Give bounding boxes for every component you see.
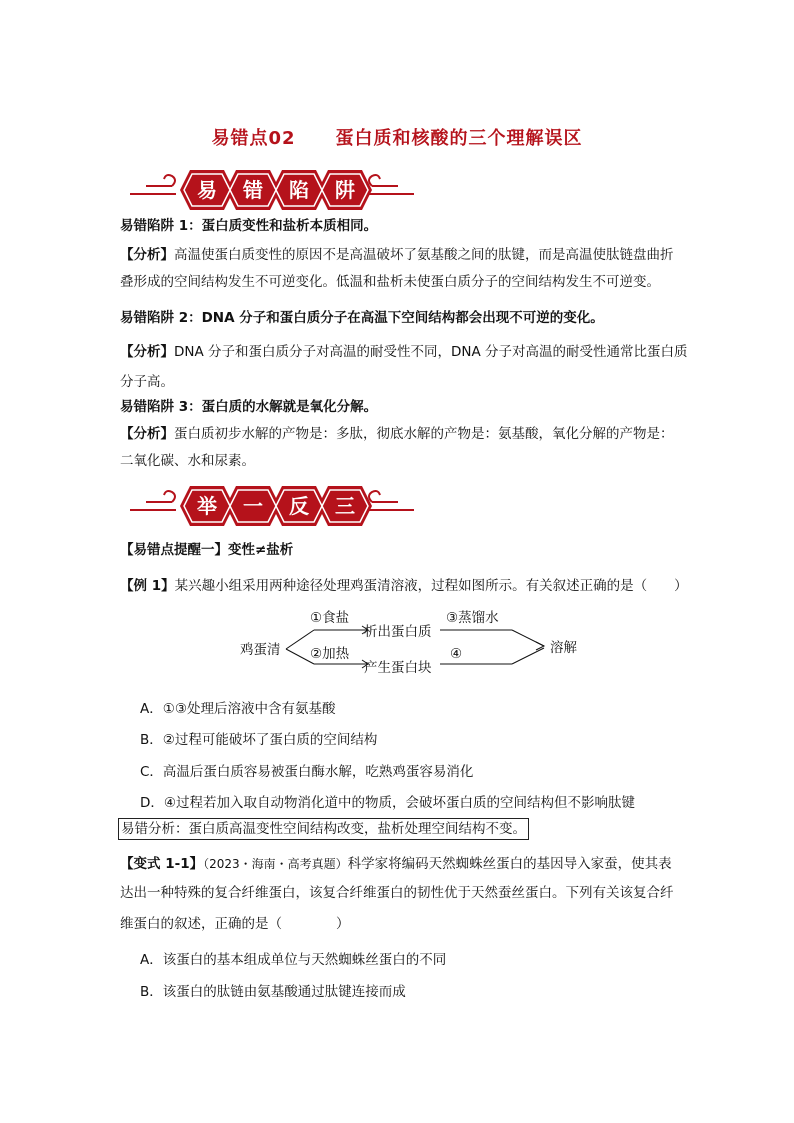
trap-1-analysis-line2: 叠形成的空间结构发生不可逆变化。低温和盐析未使蛋白质分子的空间结构发生不可逆变。: [120, 274, 660, 290]
variant-option-a: A．该蛋白的基本组成单位与天然蜘蛛丝蛋白的不同: [140, 952, 447, 968]
option-c: C．高温后蛋白质容易被蛋白酶水解，吃熟鸡蛋容易消化: [140, 764, 474, 780]
banner-char: 陷: [289, 178, 309, 202]
diagram-end: 溶解: [550, 640, 577, 656]
diagram-start: 鸡蛋清: [240, 642, 281, 658]
banner-char: 阱: [335, 178, 355, 202]
diagram-step4: ④: [450, 646, 463, 662]
example-stem-text: 某兴趣小组采用两种途径处理鸡蛋清溶液，过程如图所示。有关叙述正确的是（ ）: [174, 578, 688, 594]
banner-char: 易: [197, 178, 217, 202]
example-1-stem: [120, 576, 688, 596]
analysis-text: 蛋白质初步水解的产物是：多肽，彻底水解的产物是：氨基酸，氧化分解的产物是：: [174, 426, 674, 442]
banner-char: 反: [289, 494, 309, 518]
trap-2-heading: 易错陷阱 2：DNA 分子和蛋白质分子在高温下空间结构都会出现不可逆的变化。: [120, 310, 604, 326]
trap-2-analysis-line1: [120, 342, 688, 362]
diagram-mid2: 产生蛋白块: [364, 660, 432, 676]
page-title: [0, 124, 794, 150]
variant-1-line2: 达出一种特殊的复合纤维蛋白，该复合纤维蛋白的韧性优于天然蚕丝蛋白。下列有关该复合纤: [120, 885, 674, 901]
diagram-step3: ③蒸馏水: [446, 610, 499, 626]
variant-1-line3: 维蛋白的叙述，正确的是（ ）: [120, 916, 350, 932]
banner-char: 一: [243, 494, 263, 518]
trap-1-heading: 易错陷阱 1：蛋白质变性和盐析本质相同。: [120, 218, 378, 234]
error-analysis-note: 易错分析：蛋白质高温变性空间结构改变，盐析处理空间结构不变。: [118, 818, 529, 840]
banner-example: [124, 478, 420, 534]
trap-2-analysis-line2: 分子高。: [120, 374, 174, 390]
diagram-mid1: 析出蛋白质: [364, 624, 432, 640]
variant-text: 科学家将编码天然蜘蛛丝蛋白的基因导入家蚕，使其表: [347, 856, 672, 872]
trap-3-analysis-line1: [120, 424, 674, 444]
analysis-text: 高温使蛋白质变性的原因不是高温破坏了氨基酸之间的肽键，而是高温使肽链盘曲折: [174, 247, 674, 263]
trap-3-heading: 易错陷阱 3：蛋白质的水解就是氧化分解。: [120, 399, 378, 415]
example-tag: 【例 1】: [120, 578, 175, 594]
analysis-text: DNA 分子和蛋白质分子对高温的耐受性不同，DNA 分子对高温的耐受性通常比蛋白质: [174, 344, 688, 360]
trap-3-analysis-line2: 二氧化碳、水和尿素。: [120, 453, 255, 469]
analysis-tag: 【分析】: [120, 426, 174, 442]
title-part2: 蛋白质和核酸的三个理解误区: [335, 128, 583, 149]
banner-char: 举: [197, 494, 217, 518]
option-a: A．①③处理后溶液中含有氨基酸: [140, 701, 336, 717]
option-d: D．④过程若加入取自动物消化道中的物质，会破坏蛋白质的空间结构但不影响肽键: [140, 795, 635, 811]
variant-tag: 【变式 1-1】: [120, 856, 204, 872]
option-b: B．②过程可能破坏了蛋白质的空间结构: [140, 732, 378, 748]
banner-trap: [124, 162, 420, 218]
analysis-tag: 【分析】: [120, 247, 174, 263]
diagram-step2: ②加热: [310, 646, 350, 662]
trap-1-analysis-line1: [120, 245, 674, 265]
reminder-heading: 【易错点提醒一】变性≠盐析: [120, 542, 294, 558]
variant-1-line1: [120, 854, 672, 874]
variant-option-b: B．该蛋白的肽链由氨基酸通过肽键连接而成: [140, 984, 406, 1000]
banner-char: 错: [243, 178, 263, 202]
diagram-step1: ①食盐: [310, 610, 350, 626]
variant-source: （2023・海南・高考真题）: [203, 857, 348, 871]
flow-diagram: [230, 600, 590, 680]
banner-char: 三: [335, 494, 355, 518]
analysis-tag: 【分析】: [120, 344, 174, 360]
title-part1: 易错点02: [211, 128, 296, 149]
